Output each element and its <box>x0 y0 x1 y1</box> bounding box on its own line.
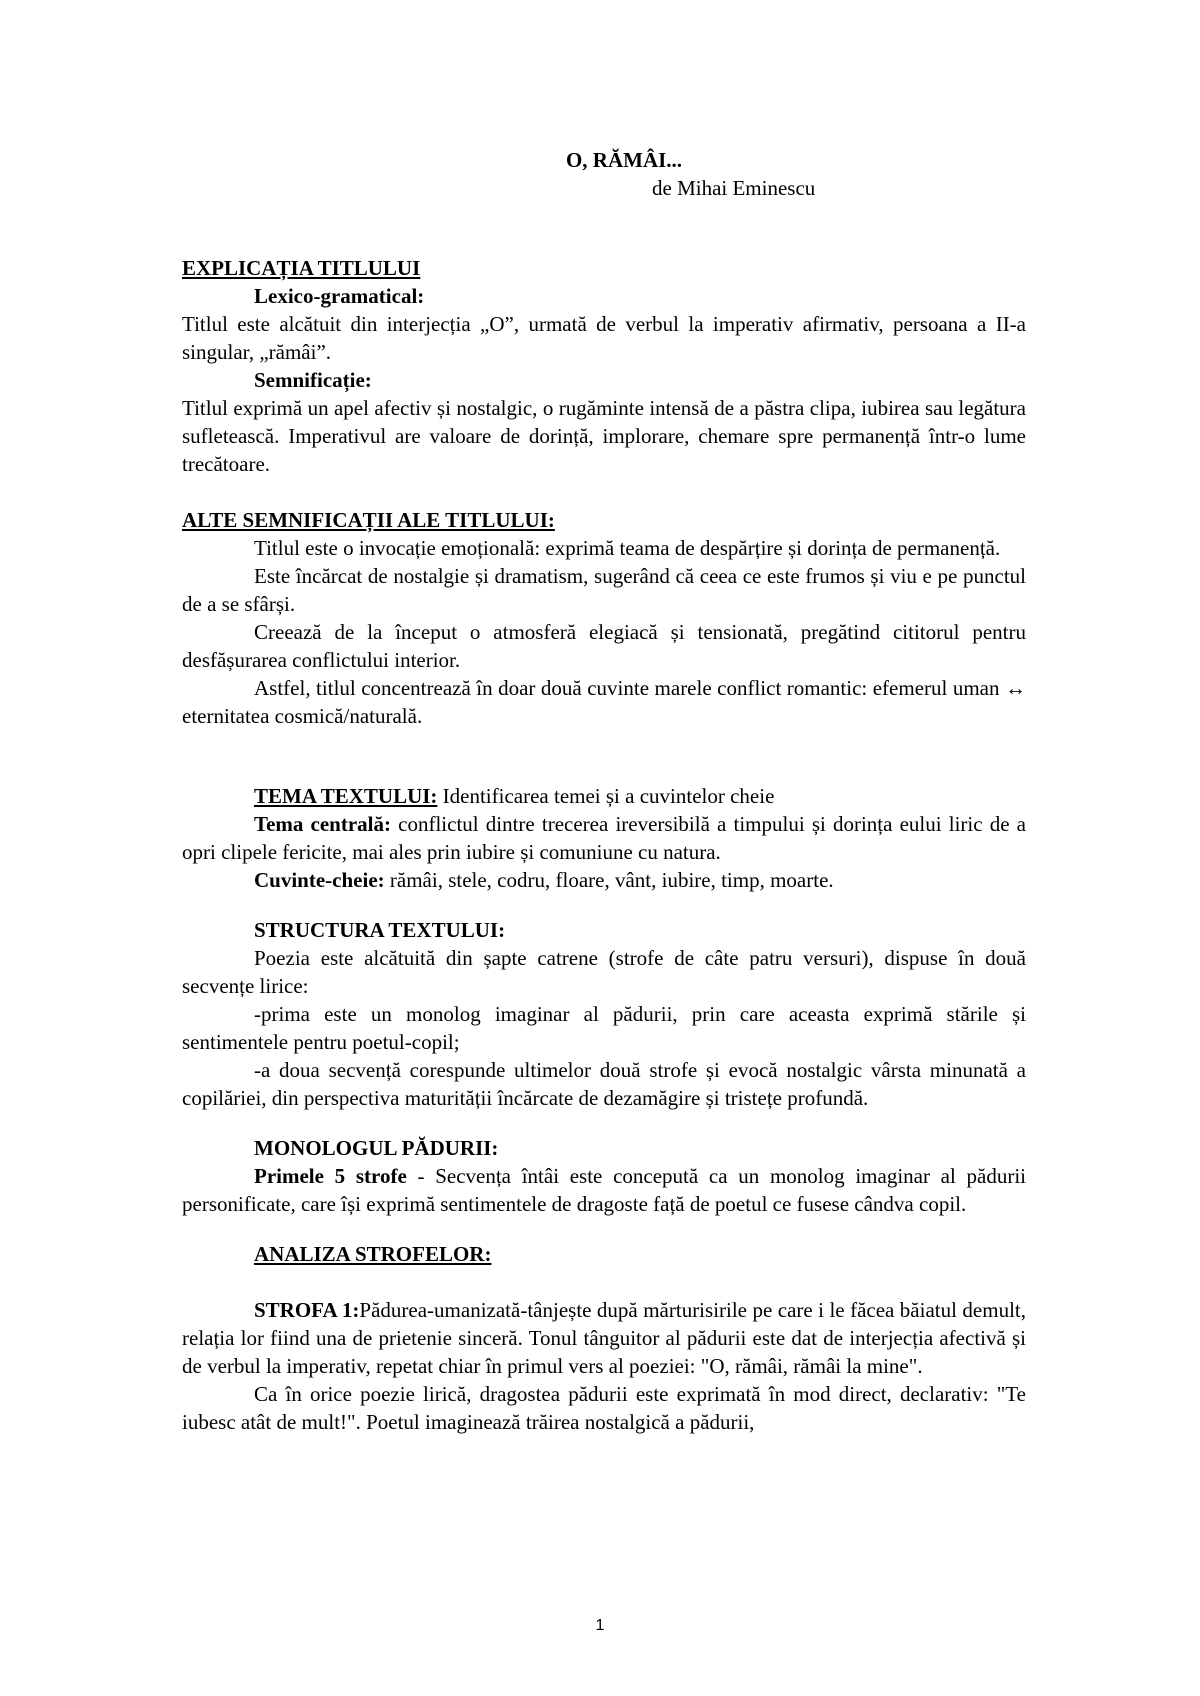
heading-text: ALTE SEMNIFICAȚII ALE TITLULUI: <box>182 508 555 532</box>
paragraph: -prima este un monolog imaginar al pădurii, prin care aceasta exprimă stările și sentimentele pentru poetul-copil; <box>182 1002 1026 1054</box>
label: STROFA 1: <box>254 1298 360 1322</box>
heading-text: ANALIZA STROFELOR: <box>254 1242 492 1266</box>
heading-text: TEMA TEXTULUI: <box>254 784 438 808</box>
section-heading-monologul: MONOLOGUL PĂDURII: <box>254 1136 499 1160</box>
paragraph: Poezia este alcătuită din șapte catrene (strofe de câte patru versuri), dispuse în două secvențe lirice: <box>182 946 1026 998</box>
section-heading-structura: STRUCTURA TEXTULUI: <box>254 918 506 942</box>
poem-title: O, RĂMÂI... <box>565 148 683 172</box>
heading-rest: Identificarea temei și a cuvintelor cheie <box>437 784 775 808</box>
paragraph: Ca în orice poezie lirică, dragostea pădurii este exprimată în mod direct, declarativ: "Te iubesc atât de mult!". Poetul imaginează trăirea nostalgică a pădurii, <box>182 1382 1026 1434</box>
document-body <box>182 146 1026 1436</box>
section-heading-alte-semnificatii <box>182 506 1026 534</box>
label: Primele 5 strofe <box>254 1164 407 1188</box>
label: Tema centrală: <box>254 812 391 836</box>
paragraph: -a doua secvență corespunde ultimelor două strofe și evocă nostalgic vârsta minunată a copilăriei, din perspectiva maturității încărcate de dezamăgire și tristețe profundă. <box>182 1058 1026 1110</box>
paragraph: Astfel, titlul concentrează în doar două cuvinte marele conflict romantic: efemerul uman ↔ eternitatea cosmică/naturală. <box>182 676 1026 728</box>
paragraph: Creează de la început o atmosferă elegiacă și tensionată, pregătind cititorul pentru desfășurarea conflictului interior. <box>182 620 1026 672</box>
paragraph-primele-strofe: Primele 5 strofe - Secvența întâi este concepută ca un monolog imaginar al pădurii personificate, care își exprimă sentimentele de dragoste față de poetul ce fusese cândva copil. <box>182 1164 1027 1216</box>
section-heading-analiza <box>182 1240 1026 1268</box>
subheading-lexico: Lexico-gramatical: <box>254 284 425 308</box>
section-heading-tema <box>182 782 1026 810</box>
paragraph-tema-centrala: Tema centrală: conflictul dintre trecerea ireversibilă a timpului și dorința eului liric de a opri clipele fericite, mai ales prin iubire și comuniune cu natura. <box>182 812 1026 864</box>
paragraph-strofa-1: STROFA 1:Pădurea-umanizată-tânjește după mărturisirile pe care i le făcea băiatul demult, relația lor fiind una de prietenie sinceră. Tonul tânguitor al pădurii este dat de interjecția afectivă și de verbul la imperativ, repetat chiar în primul vers al poeziei: "O, rămâi, rămâi la mine". <box>182 1298 1026 1378</box>
paragraph: Titlul exprimă un apel afectiv și nostalgic, o rugăminte intensă de a păstra clipa, iubirea sau legătura sufletească. Imperativul are valoare de dorință, implorare, chemare spre permanență într-o lume trecătoare. <box>182 396 1026 476</box>
heading-text: EXPLICAȚIA TITLULUI <box>182 256 421 280</box>
section-heading-explicatia <box>182 254 1026 282</box>
paragraph: Titlul este o invocație emoțională: exprimă teama de despărțire și dorința de permanență. <box>254 536 1001 560</box>
subheading-semnificatie: Semnificație: <box>254 368 372 392</box>
poem-author: de Mihai Eminescu <box>652 176 816 200</box>
paragraph-cuvinte-cheie: Cuvinte-cheie: rămâi, stele, codru, floare, vânt, iubire, timp, moarte. <box>254 868 834 892</box>
label: Cuvinte-cheie: <box>254 868 385 892</box>
page-number: 1 <box>595 1617 605 1634</box>
paragraph: Titlul este alcătuit din interjecția „O”, urmată de verbul la imperativ afirmativ, persoana a II-a singular, „rămâi”. <box>182 312 1026 364</box>
paragraph: Este încărcat de nostalgie și dramatism, sugerând că ceea ce este frumos și viu e pe punctul de a se sfârși. <box>182 564 1026 616</box>
